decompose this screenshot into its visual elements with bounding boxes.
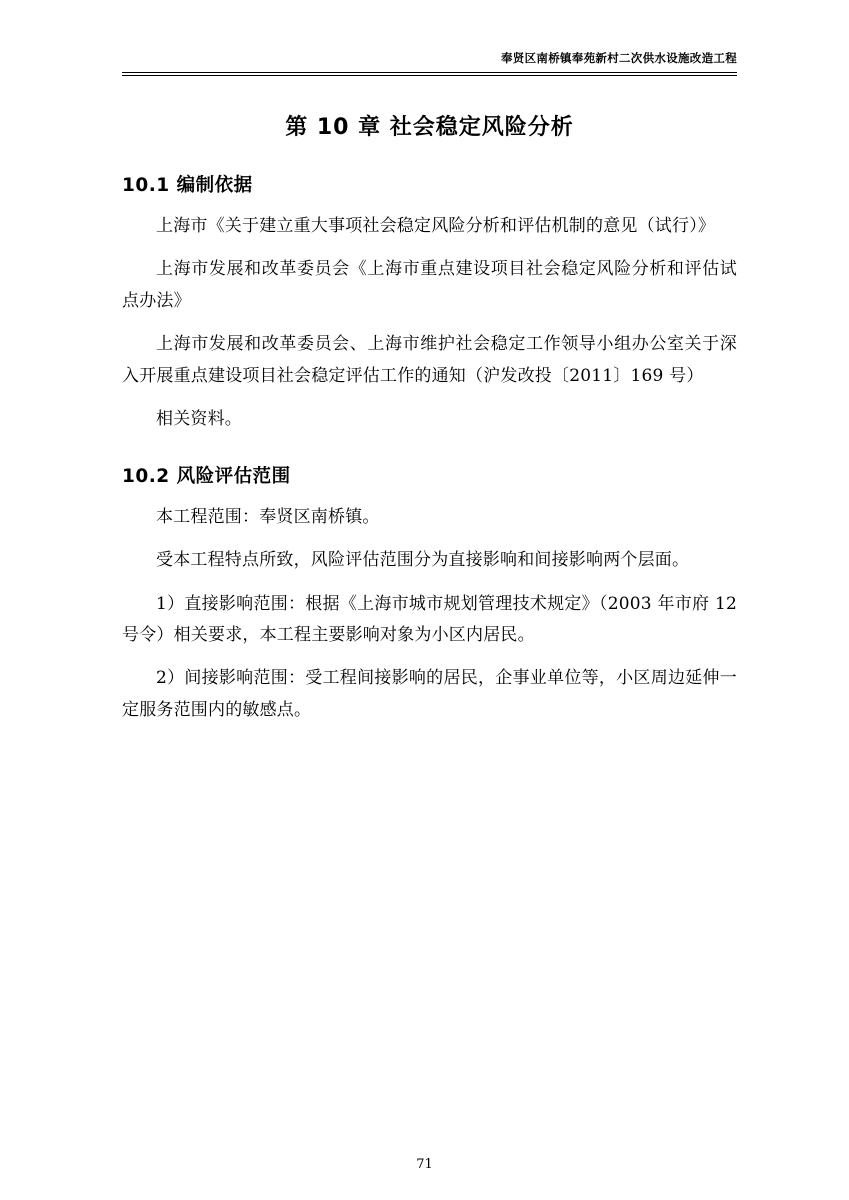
header-rule-thin xyxy=(122,75,737,76)
chapter-title: 第 10 章 社会稳定风险分析 xyxy=(285,115,574,140)
paragraph: 本工程范围：奉贤区南桥镇。 xyxy=(156,506,380,527)
page-number: 71 xyxy=(416,1157,433,1172)
header-rule-thick xyxy=(122,72,737,73)
paragraph: 上海市《关于建立重大事项社会稳定风险分析和评估机制的意见（试行）》 xyxy=(156,216,716,236)
paragraph: 上海市发展和改革委员会、上海市维护社会稳定工作领导小组办公室关于深入开展重点建设项目社会稳定评估工作的通知（沪发改投〔2011〕169 号） xyxy=(122,334,737,386)
paragraph: 1）直接影响范围：根据《上海市城市规划管理技术规定》（2003 年市府 12 号令）相关要求，本工程主要影响对象为小区内居民。 xyxy=(122,593,737,645)
paragraph: 上海市发展和改革委员会《上海市重点建设项目社会稳定风险分析和评估试点办法》 xyxy=(122,259,737,311)
page-content-area xyxy=(122,50,737,1140)
paragraph: 相关资料。 xyxy=(156,409,242,430)
paragraph: 2）间接影响范围：受工程间接影响的居民，企事业单位等，小区周边延伸一定服务范围内的敏感点。 xyxy=(122,668,737,720)
section-heading-10-1: 10.1 编制依据 xyxy=(122,175,253,196)
section-heading-10-2: 10.2 风险评估范围 xyxy=(122,465,291,487)
running-head: 奉贤区南桥镇奉苑新村二次供水设施改造工程 xyxy=(501,51,737,65)
paragraph: 受本工程特点所致，风险评估范围分为直接影响和间接影响两个层面。 xyxy=(156,550,690,571)
